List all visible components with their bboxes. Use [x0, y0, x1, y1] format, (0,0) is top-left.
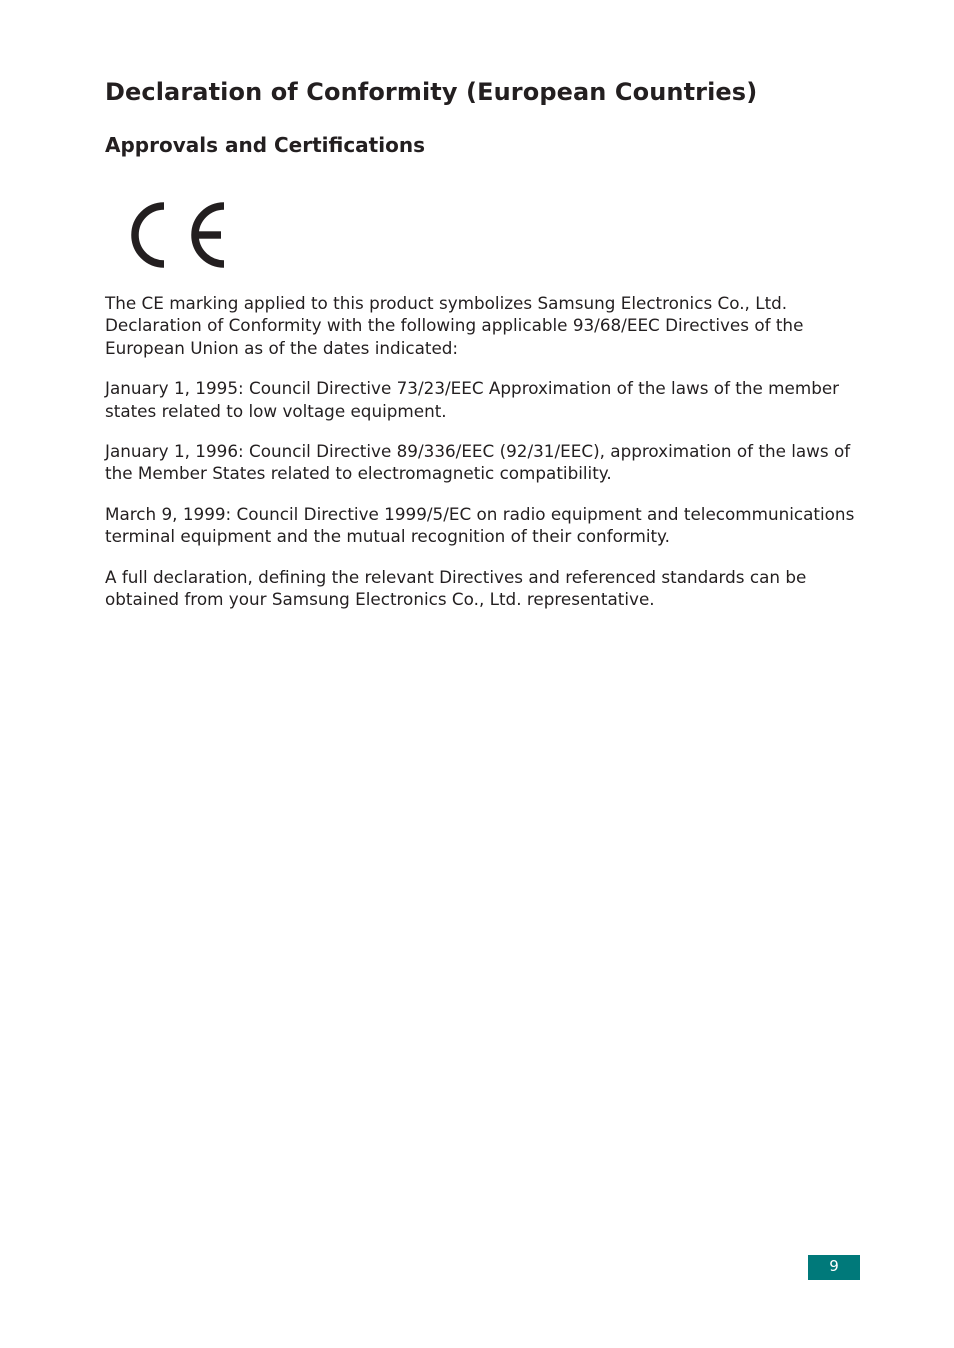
paragraph-directive-1999: March 9, 1999: Council Directive 1999/5/EC on radio equipment and telecommunications terminal equipment and the mutual recognition of their conformity.	[105, 503, 855, 547]
ce-letter-c	[135, 206, 164, 264]
section-heading: Approvals and Certifications	[105, 133, 425, 157]
paragraph-ce-marking: The CE marking applied to this product symbolizes Samsung Electronics Co., Ltd. Declaration of Conformity with the following applicable 93/68/EEC Directives of the European Union as of the dates indicated:	[105, 293, 804, 358]
paragraph-directive-1996: January 1, 1996: Council Directive 89/336/EEC (92/31/EEC), approximation of the laws of the Member States related to electromagnetic compatibility.	[105, 441, 851, 484]
paragraph-full-declaration: A full declaration, defining the relevant Directives and referenced standards can be obtained from your Samsung Electronics Co., Ltd. representative.	[105, 566, 807, 610]
ce-marking-logo	[130, 200, 230, 270]
page-title: Declaration of Conformity (European Countries)	[105, 78, 758, 106]
body-text	[105, 292, 865, 628]
ce-letter-e-bar	[198, 231, 221, 238]
page-number: 9	[808, 1255, 860, 1280]
paragraph-directive-1995: January 1, 1995: Council Directive 73/23/EEC Approximation of the laws of the member states related to low voltage equipment.	[105, 378, 840, 421]
